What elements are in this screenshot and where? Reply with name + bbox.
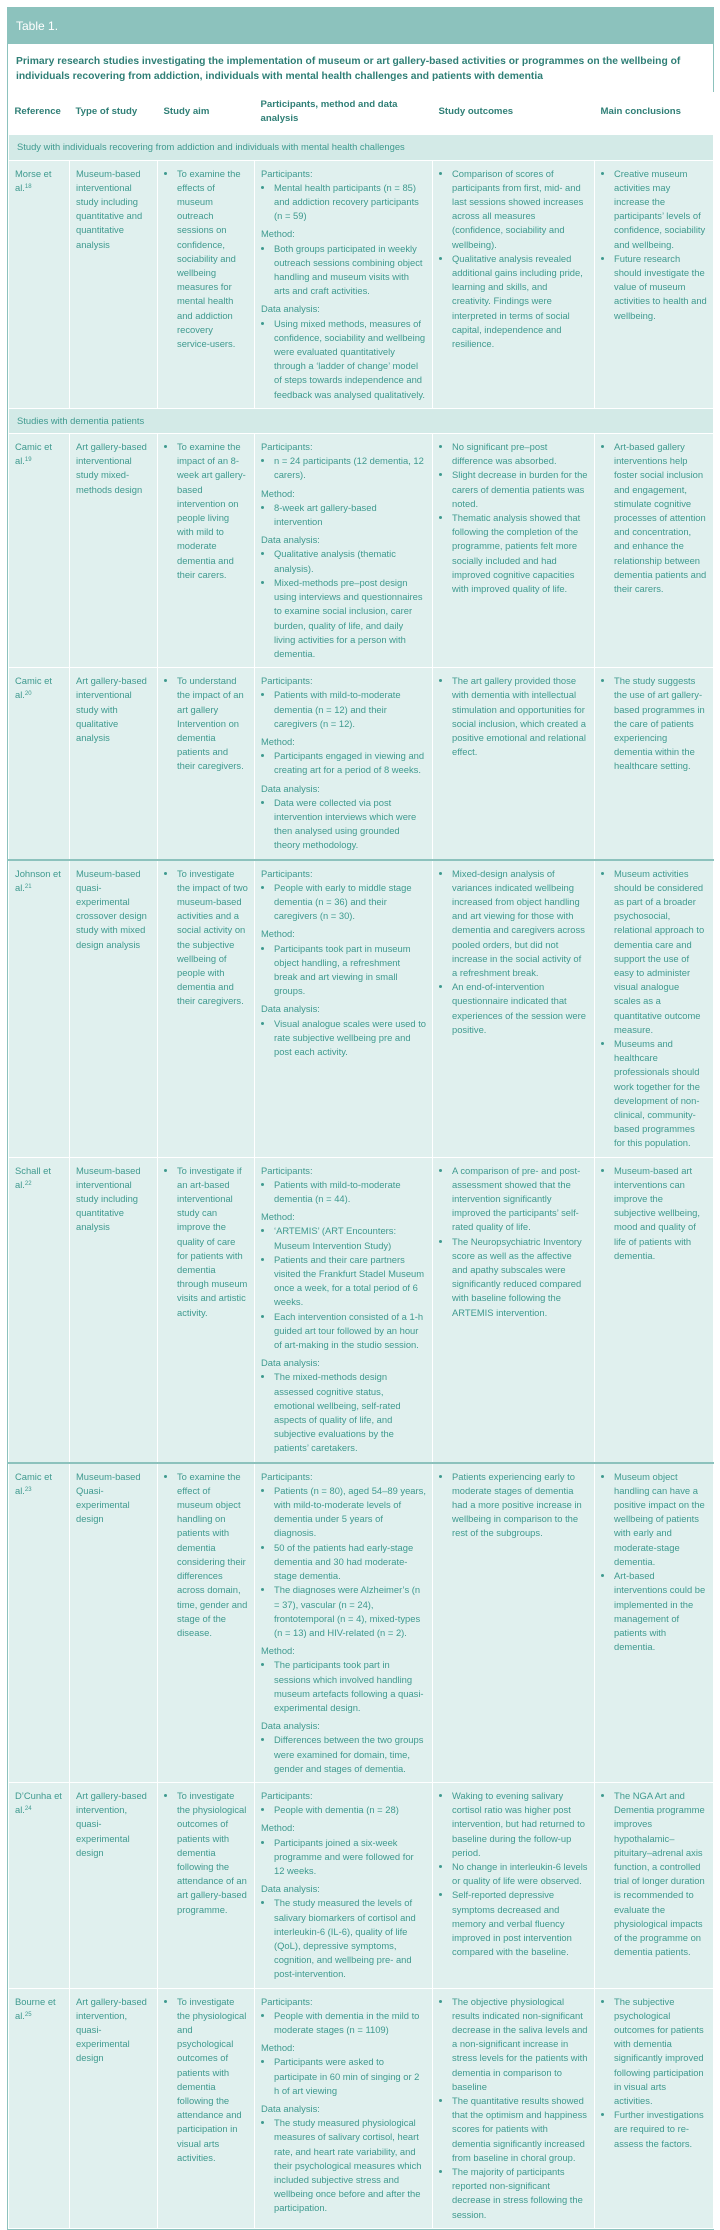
method-section-list <box>261 547 426 661</box>
outcome-item: • Slight decrease in burden for the carers of dementia patients was noted. <box>452 468 588 511</box>
method-section-label: Data analysis: <box>261 1357 320 1369</box>
table-row <box>9 1988 714 2228</box>
aim-list <box>164 867 248 1009</box>
outcome-item: • Self-reported depressive symptoms decreased and memory and verbal fluency improved in post intervention compared with the baseline. <box>452 1888 588 1959</box>
conclusion-item: • Art-based gallery interventions help foster social inclusion and engagement, stimulate cognitive processes of attention and concentration, and enhance the relationship between dementia patients and their carers. <box>614 440 707 596</box>
conclusion-list <box>601 440 707 596</box>
conclusions-cell <box>595 668 714 860</box>
method-section-list <box>261 1017 426 1060</box>
method-section-item: • Participants were asked to participate in 60 min of singing or 2 h of art viewing <box>274 2055 426 2098</box>
aim-cell <box>158 1157 255 1463</box>
outcome-item: • The quantitative results showed that the optimism and happiness scores for patients with dementia significantly increased from baseline in choral group. <box>452 2094 588 2165</box>
method-section-item: • People with dementia (n = 28) <box>274 1803 426 1817</box>
aim-item: • To investigate the impact of two museum-based activities and a social activity on the subjective wellbeing of people with dementia and their caregivers. <box>177 867 248 1009</box>
outcome-item: • Thematic analysis showed that following the completion of the programme, patients felt more socially included and had improved cognitive capacities with improved quality of life. <box>452 511 588 596</box>
method-section-list <box>261 2116 426 2215</box>
method-section-item: • n = 24 participants (12 dementia, 12 carers). <box>274 454 426 482</box>
type-cell: Art gallery-based interventional study with qualitative analysis <box>70 668 158 860</box>
participants-cell <box>255 1782 433 1988</box>
method-section-list <box>261 942 426 999</box>
type-cell: Museum-based Quasi-experimental design <box>70 1463 158 1783</box>
method-section-label: Method: <box>261 2042 295 2054</box>
method-section-item: • Mixed-methods pre–post design using interviews and questionnaires to examine social inclusion, carer burden, quality of life, and daily living activities for a person with dementia. <box>274 576 426 661</box>
method-section-label: Participants: <box>261 167 313 179</box>
method-section-list <box>261 1484 426 1640</box>
method-section-label: Method: <box>261 487 295 499</box>
column-header-aim: Study aim <box>158 92 255 135</box>
outcome-item: • The art gallery provided those with dementia with intellectual stimulation and opportunities for social inclusion, which created a positive emotional and relational effect. <box>452 674 588 759</box>
conclusion-item: • Further investigations are required to re-assess the factors. <box>614 2108 707 2151</box>
outcomes-cell <box>433 1988 595 2228</box>
type-cell: Art gallery-based interventional study mixed-methods design <box>70 434 158 668</box>
participants-cell <box>255 160 433 408</box>
column-header-reference: Reference <box>9 92 70 135</box>
section-heading: Studies with dementia patients <box>9 408 714 433</box>
participants-cell <box>255 668 433 860</box>
method-section-item: • 50 of the patients had early-stage dementia and 30 had moderate-stage dementia. <box>274 1541 426 1584</box>
aim-item: • To understand the impact of an art gallery Intervention on dementia patients and their caregivers. <box>177 674 248 773</box>
aim-cell <box>158 160 255 408</box>
outcome-item: • The Neuropsychiatric Inventory score as well as the affective and apathy subscales were significantly reduced compared with baseline following the ARTEMIS intervention. <box>452 1235 588 1320</box>
method-section-list <box>261 181 426 224</box>
reference-cell <box>9 160 70 408</box>
aim-cell <box>158 1782 255 1988</box>
participants-cell <box>255 860 433 1158</box>
conclusion-list <box>601 1470 707 1655</box>
participants-cell <box>255 434 433 668</box>
method-section-label: Participants: <box>261 1789 313 1801</box>
outcome-item: • Patients experiencing early to moderate stages of dementia had a more positive increase in wellbeing in comparison to the rest of the subgroups. <box>452 1470 588 1541</box>
method-section-label: Participants: <box>261 867 313 879</box>
outcome-item: • Waking to evening salivary cortisol ratio was higher post intervention, but had returned to baseline during the follow-up period. <box>452 1789 588 1860</box>
conclusion-list <box>601 1995 707 2151</box>
aim-cell <box>158 1463 255 1783</box>
method-section-list <box>261 1178 426 1206</box>
reference-cell <box>9 1782 70 1988</box>
method-section-list <box>261 688 426 731</box>
section-row <box>9 135 714 160</box>
method-section-list <box>261 1658 426 1715</box>
reference-cell <box>9 434 70 668</box>
method-section-list <box>261 881 426 924</box>
studies-table <box>8 92 714 2229</box>
aim-list <box>164 1995 248 2165</box>
method-section-item: • Visual analogue scales were used to rate subjective wellbeing pre and post each activity. <box>274 1017 426 1060</box>
participants-cell <box>255 1157 433 1463</box>
method-section-label: Data analysis: <box>261 303 320 315</box>
method-section-item: • Each intervention consisted of a 1-h guided art tour followed by an hour of art-making in the studio session. <box>274 1310 426 1353</box>
method-section-list <box>261 1836 426 1879</box>
method-section-label: Data analysis: <box>261 1883 320 1895</box>
outcome-item: • The majority of participants reported non-significant decrease in stress following the session. <box>452 2165 588 2222</box>
table-row <box>9 1463 714 1783</box>
method-section-item: • The study measured physiological measures of salivary cortisol, heart rate, and heart rate variability, and their psychological measures which included subjective stress and wellbeing once before and after the participation. <box>274 2116 426 2215</box>
outcome-item: • Qualitative analysis revealed additional gains including pride, learning and skills, and creativity. Findings were interpreted in terms of social capital, independence and resilience. <box>452 252 588 351</box>
reference-text: Bourne et al. <box>15 1995 56 2021</box>
method-section-list <box>261 2055 426 2098</box>
method-section-item: • Participants joined a six-week programme and were followed for 12 weeks. <box>274 1836 426 1879</box>
outcome-list <box>439 867 588 1037</box>
reference-number: 23 <box>24 1486 32 1493</box>
conclusion-item: • The NGA Art and Dementia programme improves hypothalamic–pituitary–adrenal axis function, a controlled trial of longer duration is recommended to evaluate the physiological impacts of the programme on dementia patients. <box>614 1789 707 1959</box>
method-section-label: Data analysis: <box>261 782 320 794</box>
aim-list <box>164 167 248 352</box>
method-section-item: • The mixed-methods design assessed cognitive status, emotional wellbeing, self-rated aspects of quality of life, and subjective evaluations by the patients’ caretakers. <box>274 1370 426 1455</box>
method-section-label: Participants: <box>261 441 313 453</box>
reference-text: Camic et al. <box>15 675 52 701</box>
method-section-list <box>261 1803 426 1817</box>
conclusion-item: • Creative museum activities may increase the participants’ levels of confidence, sociability and wellbeing. <box>614 167 707 252</box>
outcomes-cell <box>433 1157 595 1463</box>
outcomes-cell <box>433 1463 595 1783</box>
conclusions-cell <box>595 160 714 408</box>
method-section-list <box>261 1733 426 1776</box>
reference-number: 19 <box>24 457 32 464</box>
method-section-label: Method: <box>261 928 295 940</box>
method-section-item: • Data were collected via post intervention interviews which were then analysed using grounded theory methodology. <box>274 796 426 853</box>
method-section-item: • People with early to middle stage dementia (n = 36) and their caregivers (n = 30). <box>274 881 426 924</box>
aim-item: • To investigate the physiological and psychological outcomes of patients with dementia following the attendance and participation in visual arts activities. <box>177 1995 248 2165</box>
aim-list <box>164 1789 248 1917</box>
outcomes-cell <box>433 160 595 408</box>
method-section-list <box>261 749 426 777</box>
column-header-outcomes: Study outcomes <box>433 92 595 135</box>
reference-text: Morse et al. <box>15 167 52 193</box>
method-section-item: • Using mixed methods, measures of confidence, sociability and wellbeing were evaluated quantitatively through a ‘ladder of change’ model of steps towards independence and feedback was analysed qualitatively. <box>274 317 426 402</box>
method-section-list <box>261 242 426 299</box>
method-section-label: Method: <box>261 735 295 747</box>
method-section-label: Method: <box>261 1211 295 1223</box>
method-section-item: • ‘ARTEMIS’ (ART Encounters: Museum Intervention Study) <box>274 1224 426 1252</box>
table-row <box>9 1782 714 1988</box>
method-section-item: • The participants took part in sessions which involved handling museum artefacts following a quasi-experimental design. <box>274 1658 426 1715</box>
outcome-item: • The objective physiological results indicated non-significant decrease in the saliva levels and a non-significant increase in stress levels for the patients with dementia in comparison to baseline <box>452 1995 588 2094</box>
conclusion-list <box>601 1789 707 1959</box>
aim-item: • To investigate the physiological outcomes of patients with dementia following the attendance of an art gallery-based programme. <box>177 1789 248 1917</box>
reference-cell <box>9 1157 70 1463</box>
method-section-item: • Patients with mild-to-moderate dementia (n = 44). <box>274 1178 426 1206</box>
method-section-list <box>261 796 426 853</box>
conclusion-item: • Art-based interventions could be implemented in the management of patients with dementia. <box>614 1569 707 1654</box>
outcome-item: • Mixed-design analysis of variances indicated wellbeing increased from object handling and art viewing for those with dementia and caregivers across pooled orders, but did not increase in the social activity of a refreshment break. <box>452 867 588 981</box>
conclusion-list <box>601 674 707 773</box>
method-section-item: • Differences between the two groups were examined for domain, time, gender and stages of dementia. <box>274 1733 426 1776</box>
reference-number: 20 <box>24 691 32 698</box>
conclusion-item: • Future research should investigate the value of museum activities to health and wellbeing. <box>614 252 707 323</box>
aim-list <box>164 1164 248 1320</box>
method-section-list <box>261 501 426 529</box>
reference-number: 21 <box>24 883 32 890</box>
conclusion-item: • The subjective psychological outcomes for patients with dementia significantly improved following participation in visual arts activities. <box>614 1995 707 2109</box>
aim-list <box>164 674 248 773</box>
method-section-item: • Participants engaged in viewing and creating art for a period of 8 weeks. <box>274 749 426 777</box>
method-section-label: Method: <box>261 1822 295 1834</box>
table-frame <box>7 7 714 2230</box>
aim-list <box>164 440 248 582</box>
aim-item: • To examine the impact of an 8-week art gallery-based intervention on people living with mild to moderate dementia and their carers. <box>177 440 248 582</box>
outcome-item: • A comparison of pre- and post-assessment showed that the intervention significantly improved the participants’ self-rated quality of life. <box>452 1164 588 1235</box>
outcome-item: • No significant pre–post difference was absorbed. <box>452 440 588 468</box>
method-section-item: • Qualitative analysis (thematic analysis). <box>274 547 426 575</box>
aim-item: • To examine the effect of museum object handling on patients with dementia considering their differences across domain, time, gender and stage of the disease. <box>177 1470 248 1640</box>
column-header-conclusions: Main conclusions <box>595 92 714 135</box>
method-section-label: Participants: <box>261 1470 313 1482</box>
outcome-list <box>439 674 588 759</box>
header-row <box>9 92 714 135</box>
reference-text: D’Cunha et al. <box>15 1789 62 1816</box>
section-heading: Study with individuals recovering from addiction and individuals with mental health challenges <box>9 135 714 160</box>
conclusions-cell <box>595 1157 714 1463</box>
reference-text: Schall et al. <box>15 1164 51 1190</box>
conclusions-cell <box>595 1988 714 2228</box>
outcomes-cell <box>433 860 595 1158</box>
method-section-label: Data analysis: <box>261 1003 320 1015</box>
outcome-item: • Comparison of scores of participants from first, mid- and last sessions showed increases across all measures (confidence, sociability and wellbeing). <box>452 167 588 252</box>
outcomes-cell <box>433 434 595 668</box>
method-section-label: Data analysis: <box>261 534 320 546</box>
method-section-label: Method: <box>261 228 295 240</box>
outcome-list <box>439 1164 588 1320</box>
outcome-item: • An end-of-intervention questionnaire indicated that experiences of the session were positive. <box>452 980 588 1037</box>
aim-cell <box>158 1988 255 2228</box>
outcome-item: • No change in interleukin-6 levels or quality of life were observed. <box>452 1860 588 1888</box>
reference-cell <box>9 1463 70 1783</box>
aim-item: • To investigate if an art-based interventional study can improve the quality of care for patients with dementia through museum visits and artistic activity. <box>177 1164 248 1320</box>
method-section-list <box>261 1224 426 1352</box>
method-section-item: • The study measured the levels of salivary biomarkers of cortisol and interleukin-6 (IL-6), quality of life (QoL), depressive symptoms, cognition, and wellbeing pre- and post-intervention. <box>274 1896 426 1981</box>
conclusion-item: • Museum activities should be considered as part of a broader psychosocial, relational approach to dementia care and support the use of easy to administer visual analogue scales as a quantitative outcome measure. <box>614 867 707 1037</box>
outcome-list <box>439 1995 588 2222</box>
method-section-label: Data analysis: <box>261 1720 320 1732</box>
table-row <box>9 668 714 860</box>
conclusions-cell <box>595 434 714 668</box>
method-section-item: • Patients with mild-to-moderate dementia (n = 12) and their caregivers (n = 12). <box>274 688 426 731</box>
aim-item: • To examine the effects of museum outreach sessions on confidence, sociability and wellbeing measures for mental health and addiction recovery service-users. <box>177 167 248 352</box>
aim-cell <box>158 860 255 1158</box>
conclusion-item: • Museums and healthcare professionals should work together for the development of non-clinical, community-based programmes for this population. <box>614 1037 707 1151</box>
method-section-item: • The diagnoses were Alzheimer’s (n = 37), vascular (n = 24), frontotemporal (n = 4), mixed-types (n = 13) and HIV-related (n = 2). <box>274 1583 426 1640</box>
method-section-label: Participants: <box>261 675 313 687</box>
method-section-list <box>261 1370 426 1455</box>
method-section-item: • Mental health participants (n = 85) and addiction recovery participants (n = 59) <box>274 181 426 224</box>
type-cell: Art gallery-based intervention, quasi-experimental design <box>70 1782 158 1988</box>
table-row <box>9 160 714 408</box>
conclusion-item: • Museum object handling can have a positive impact on the wellbeing of patients with early and moderate-stage dementia. <box>614 1470 707 1569</box>
method-section-list <box>261 2009 426 2037</box>
reference-number: 18 <box>24 183 32 190</box>
outcome-list <box>439 1789 588 1959</box>
method-section-item: • Patients and their care partners visited the Frankfurt Stadel Museum once a week, for a total period of 6 weeks. <box>274 1253 426 1310</box>
method-section-item: • People with dementia in the mild to moderate stages (n = 1109) <box>274 2009 426 2037</box>
method-section-item: • Both groups participated in weekly outreach sessions combining object handling and museum visits with arts and craft activities. <box>274 242 426 299</box>
reference-number: 25 <box>24 2011 32 2018</box>
reference-text: Camic et al. <box>15 1470 52 1496</box>
reference-cell <box>9 860 70 1158</box>
outcome-list <box>439 1470 588 1541</box>
method-section-list <box>261 1896 426 1981</box>
conclusion-list <box>601 167 707 323</box>
conclusions-cell <box>595 860 714 1158</box>
participants-cell <box>255 1463 433 1783</box>
table-row <box>9 860 714 1158</box>
type-cell: Art gallery-based intervention, quasi-experimental design <box>70 1988 158 2228</box>
method-section-label: Participants: <box>261 1995 313 2007</box>
type-cell: Museum-based quasi-experimental crossover design study with mixed design analysis <box>70 860 158 1158</box>
method-section-list <box>261 317 426 402</box>
method-section-label: Participants: <box>261 1164 313 1176</box>
outcomes-cell <box>433 668 595 860</box>
conclusion-list <box>601 1164 707 1263</box>
aim-cell <box>158 668 255 860</box>
method-section-label: Method: <box>261 1645 295 1657</box>
conclusion-item: • The study suggests the use of art gallery-based programmes in the care of patients experiencing dementia within the healthcare setting. <box>614 674 707 773</box>
table-body <box>9 135 714 2228</box>
outcome-list <box>439 167 588 352</box>
conclusions-cell <box>595 1782 714 1988</box>
conclusion-list <box>601 867 707 1151</box>
reference-text: Johnson et al. <box>15 867 61 893</box>
reference-number: 22 <box>24 1180 32 1187</box>
reference-number: 24 <box>24 1806 32 1813</box>
method-section-item: • 8-week art gallery-based intervention <box>274 501 426 529</box>
outcome-list <box>439 440 588 596</box>
type-cell: Museum-based interventional study including quantitative and quantitative analysis <box>70 160 158 408</box>
method-section-item: • Patients (n = 80), aged 54–89 years, with mild-to-moderate levels of dementia under 5 years of diagnosis. <box>274 1484 426 1541</box>
section-row <box>9 408 714 433</box>
aim-list <box>164 1470 248 1640</box>
column-header-participants: Participants, method and data analysis <box>255 92 433 135</box>
method-section-item: • Participants took part in museum object handling, a refreshment break and art viewing in small groups. <box>274 942 426 999</box>
aim-cell <box>158 434 255 668</box>
reference-cell <box>9 1988 70 2228</box>
table-caption: Primary research studies investigating the implementation of museum or art gallery-based activities or programmes on the wellbeing of individuals recovering from addiction, individuals with mental health challenges and patients with dementia <box>16 56 681 82</box>
conclusions-cell <box>595 1463 714 1783</box>
conclusion-item: • Museum-based art interventions can improve the subjective wellbeing, mood and quality of life of patients with dementia. <box>614 1164 707 1263</box>
type-cell: Museum-based interventional study including quantitative analysis <box>70 1157 158 1463</box>
outcomes-cell <box>433 1782 595 1988</box>
column-header-type: Type of study <box>70 92 158 135</box>
method-section-label: Data analysis: <box>261 2103 320 2114</box>
reference-text: Camic et al. <box>15 441 52 467</box>
table-title: Table 1. <box>8 8 713 44</box>
participants-cell <box>255 1988 433 2228</box>
table-row <box>9 1157 714 1463</box>
table-row <box>9 434 714 668</box>
reference-cell <box>9 668 70 860</box>
method-section-list <box>261 454 426 482</box>
